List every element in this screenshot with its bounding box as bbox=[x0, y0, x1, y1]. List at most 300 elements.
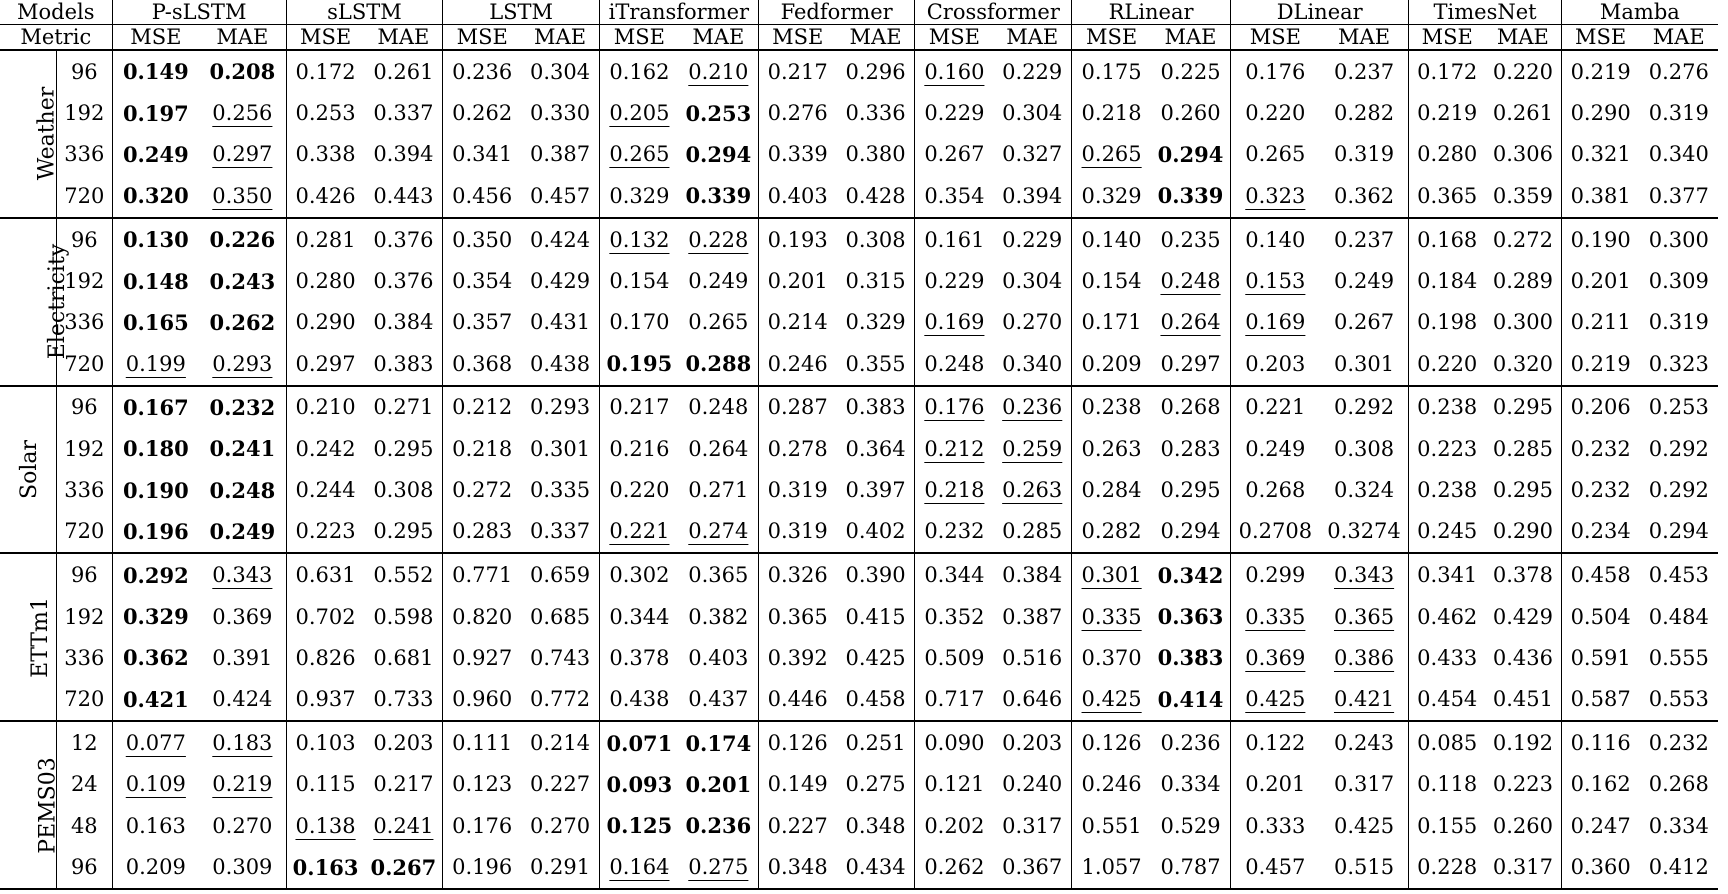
metric-value: 0.294 bbox=[1648, 519, 1709, 544]
metric-value: 0.383 bbox=[1157, 645, 1224, 671]
mae-value bbox=[837, 553, 915, 596]
mae-value bbox=[1320, 93, 1409, 134]
metric-value: 0.241 bbox=[209, 436, 276, 462]
metric-value: 0.227 bbox=[767, 813, 828, 838]
metric-value: 0.299 bbox=[1245, 563, 1306, 588]
table-row bbox=[0, 553, 1718, 596]
mse-value bbox=[915, 134, 993, 175]
mae-value bbox=[1485, 721, 1561, 764]
table-row bbox=[0, 805, 1718, 846]
mae-value bbox=[1320, 343, 1409, 386]
metric-value: 0.301 bbox=[529, 436, 591, 461]
metric-value: 0.458 bbox=[1570, 563, 1631, 588]
metric-value: 0.342 bbox=[1157, 562, 1224, 588]
metric-mae: MAE bbox=[1151, 25, 1230, 51]
metric-value: 0.733 bbox=[373, 687, 434, 712]
metric-value: 0.126 bbox=[767, 731, 828, 755]
metric-mae: MAE bbox=[1320, 25, 1409, 51]
mae-value bbox=[1640, 175, 1718, 218]
metric-mse: MSE bbox=[456, 25, 508, 49]
mse-value bbox=[599, 553, 678, 596]
mae-value bbox=[1485, 343, 1561, 386]
models-label: Models bbox=[0, 0, 112, 25]
mse-value bbox=[599, 343, 678, 386]
mse-value bbox=[286, 637, 364, 678]
mae-value bbox=[1485, 553, 1561, 596]
mse-value bbox=[1409, 302, 1485, 343]
table-row bbox=[0, 386, 1718, 429]
mae-value bbox=[1640, 386, 1718, 429]
metric-value: 0.296 bbox=[845, 59, 906, 84]
metric-value: 0.365 bbox=[688, 563, 749, 588]
metric-value: 0.285 bbox=[1492, 436, 1553, 461]
metric-value: 0.454 bbox=[1417, 687, 1478, 712]
mae-value bbox=[521, 50, 599, 93]
mse-value bbox=[1072, 134, 1151, 175]
dataset-label: Electricity bbox=[45, 243, 71, 360]
mse-value bbox=[1409, 511, 1485, 554]
metric-value: 0.306 bbox=[1492, 142, 1553, 167]
metric-value: 0.292 bbox=[1333, 395, 1395, 420]
model-header-lstm: LSTM bbox=[443, 0, 600, 25]
mae-value bbox=[521, 678, 599, 721]
mse-value bbox=[1072, 428, 1151, 469]
mse-value bbox=[915, 175, 993, 218]
mse-value bbox=[758, 218, 836, 261]
metric-value: 0.221 bbox=[1245, 395, 1306, 420]
mae-value bbox=[1320, 218, 1409, 261]
mae-value bbox=[993, 428, 1071, 469]
metric-value: 0.551 bbox=[1081, 813, 1142, 838]
mae-value bbox=[1640, 343, 1718, 386]
metric-mse: MSE bbox=[772, 25, 824, 49]
mae-value bbox=[679, 553, 758, 596]
metric-value: 0.140 bbox=[1081, 227, 1142, 252]
metric-value: 0.341 bbox=[1417, 563, 1478, 588]
metric-value: 0.214 bbox=[767, 310, 828, 335]
mae-value bbox=[993, 93, 1071, 134]
metric-value: 0.132 bbox=[609, 227, 670, 252]
metric-value: 0.386 bbox=[1333, 645, 1395, 670]
mae-value bbox=[521, 637, 599, 678]
metric-value: 0.348 bbox=[845, 813, 906, 838]
mae-value bbox=[1640, 218, 1718, 261]
mae-value bbox=[1640, 428, 1718, 469]
metric-value: 0.236 bbox=[685, 813, 752, 839]
dataset-cell bbox=[0, 386, 57, 554]
mse-value bbox=[1072, 218, 1151, 261]
metric-value: 0.301 bbox=[1333, 351, 1395, 376]
mse-value bbox=[286, 721, 364, 764]
metric-value: 0.282 bbox=[1081, 519, 1142, 544]
metric-value: 0.238 bbox=[1417, 478, 1478, 503]
metric-value: 0.219 bbox=[1570, 59, 1631, 84]
metric-mae: MAE bbox=[1652, 25, 1705, 49]
metric-value: 0.109 bbox=[125, 772, 186, 797]
metric-value: 0.268 bbox=[1160, 395, 1221, 420]
metric-value: 0.429 bbox=[1492, 604, 1553, 629]
mse-value bbox=[443, 93, 521, 134]
mse-value bbox=[1409, 343, 1485, 386]
mae-value bbox=[1485, 386, 1561, 429]
mse-value bbox=[443, 553, 521, 596]
metric-value: 0.206 bbox=[1570, 395, 1631, 420]
metric-value: 0.365 bbox=[1417, 183, 1478, 208]
horizon-cell: 24 bbox=[57, 764, 113, 805]
metric-value: 0.685 bbox=[529, 604, 591, 629]
metric-value: 0.241 bbox=[373, 813, 434, 838]
metric-value: 0.937 bbox=[295, 687, 356, 712]
mae-value bbox=[364, 469, 442, 510]
mse-value bbox=[1230, 50, 1319, 93]
metric-value: 0.631 bbox=[295, 563, 356, 588]
mae-value bbox=[199, 846, 286, 889]
mse-value bbox=[112, 343, 199, 386]
metric-value: 0.261 bbox=[373, 59, 434, 84]
mae-value bbox=[1320, 721, 1409, 764]
mse-value bbox=[1072, 764, 1151, 805]
mse-value bbox=[1409, 637, 1485, 678]
mae-value bbox=[679, 261, 758, 302]
table-row bbox=[0, 175, 1718, 218]
metric-value: 0.284 bbox=[1081, 478, 1142, 503]
metric-value: 0.348 bbox=[767, 855, 828, 880]
mae-value bbox=[1151, 134, 1230, 175]
horizon-cell: 336 bbox=[57, 134, 113, 175]
metric-value: 0.301 bbox=[1081, 563, 1142, 588]
mse-value bbox=[112, 846, 199, 889]
mae-value bbox=[679, 637, 758, 678]
metric-value: 0.275 bbox=[688, 855, 749, 880]
metric-value: 0.123 bbox=[452, 772, 513, 797]
metric-value: 0.238 bbox=[1081, 395, 1142, 420]
mae-value bbox=[993, 175, 1071, 218]
mse-value bbox=[286, 596, 364, 637]
mse-value bbox=[1072, 469, 1151, 510]
mse-value bbox=[112, 596, 199, 637]
mae-value bbox=[1640, 511, 1718, 554]
mse-value bbox=[1072, 721, 1151, 764]
metric-value: 0.276 bbox=[1648, 59, 1709, 84]
metric-value: 0.262 bbox=[924, 855, 985, 880]
mae-value bbox=[364, 678, 442, 721]
mae-value bbox=[521, 93, 599, 134]
mae-value bbox=[1320, 469, 1409, 510]
mse-value bbox=[112, 50, 199, 93]
mae-value bbox=[199, 764, 286, 805]
mse-value bbox=[286, 428, 364, 469]
mse-value bbox=[286, 805, 364, 846]
metric-value: 0.232 bbox=[1570, 436, 1631, 461]
mae-value bbox=[837, 93, 915, 134]
mse-value bbox=[112, 637, 199, 678]
mae-value bbox=[364, 50, 442, 93]
metric-mae: MAE bbox=[679, 25, 758, 51]
metric-value: 0.265 bbox=[609, 142, 670, 167]
model-header-rlinear: RLinear bbox=[1072, 0, 1231, 25]
metric-value: 0.218 bbox=[1081, 101, 1142, 126]
metric-value: 0.260 bbox=[1492, 813, 1553, 838]
horizon-cell: 96 bbox=[57, 386, 113, 429]
mse-value bbox=[1230, 596, 1319, 637]
metric-mae: MAE bbox=[521, 25, 599, 51]
mae-value bbox=[199, 805, 286, 846]
metric-value: 0.319 bbox=[1648, 101, 1709, 126]
metric-value: 0.357 bbox=[452, 310, 513, 335]
metric-value: 0.350 bbox=[212, 183, 273, 208]
mae-value bbox=[1151, 511, 1230, 554]
mae-value bbox=[521, 302, 599, 343]
mae-value bbox=[837, 846, 915, 889]
mae-value bbox=[364, 302, 442, 343]
metric-value: 0.350 bbox=[452, 227, 513, 252]
mse-value bbox=[112, 93, 199, 134]
metric-value: 0.223 bbox=[1492, 772, 1553, 797]
mse-value bbox=[443, 721, 521, 764]
mae-value bbox=[1320, 553, 1409, 596]
mae-value bbox=[679, 175, 758, 218]
metric-value: 0.360 bbox=[1570, 855, 1631, 880]
mae-value bbox=[199, 50, 286, 93]
metric-value: 0.093 bbox=[606, 771, 673, 797]
mse-value bbox=[758, 721, 836, 764]
mse-value bbox=[915, 93, 993, 134]
mse-value bbox=[599, 261, 678, 302]
mae-value bbox=[837, 637, 915, 678]
metric-value: 0.421 bbox=[122, 686, 189, 712]
dataset-label: Solar bbox=[17, 439, 42, 499]
mae-value bbox=[1151, 261, 1230, 302]
mse-value bbox=[443, 428, 521, 469]
mae-value bbox=[837, 721, 915, 764]
metric-value: 0.382 bbox=[688, 604, 749, 629]
mae-value bbox=[679, 469, 758, 510]
mae-value bbox=[837, 218, 915, 261]
horizon-cell: 96 bbox=[57, 846, 113, 889]
model-header-itransformer: iTransformer bbox=[599, 0, 758, 25]
mse-value bbox=[1072, 343, 1151, 386]
mae-value bbox=[837, 134, 915, 175]
mae-value bbox=[1320, 386, 1409, 429]
mse-value bbox=[758, 764, 836, 805]
mse-value bbox=[1561, 596, 1639, 637]
metric-value: 0.433 bbox=[1417, 645, 1478, 670]
mse-value bbox=[599, 50, 678, 93]
mae-value bbox=[679, 805, 758, 846]
table-row bbox=[0, 678, 1718, 721]
metric-value: 0.391 bbox=[212, 645, 273, 670]
mae-value bbox=[1485, 428, 1561, 469]
mse-value bbox=[1072, 93, 1151, 134]
mae-value bbox=[1151, 175, 1230, 218]
metric-value: 0.272 bbox=[1492, 227, 1553, 252]
metric-value: 0.340 bbox=[1648, 142, 1709, 167]
mse-value bbox=[1561, 343, 1639, 386]
mae-value bbox=[521, 846, 599, 889]
mse-value bbox=[443, 218, 521, 261]
metric-value: 0.364 bbox=[845, 436, 906, 461]
mse-value bbox=[112, 428, 199, 469]
metric-value: 0.403 bbox=[767, 183, 828, 208]
metric-value: 0.201 bbox=[767, 269, 828, 294]
metric-value: 0.190 bbox=[122, 477, 189, 503]
mse-value bbox=[1230, 93, 1319, 134]
mse-value bbox=[112, 678, 199, 721]
metric-value: 0.294 bbox=[1160, 519, 1221, 544]
metric-value: 0.446 bbox=[767, 687, 828, 712]
metric-value: 0.295 bbox=[1160, 478, 1221, 503]
mae-value bbox=[1640, 469, 1718, 510]
mae-value bbox=[1485, 637, 1561, 678]
metric-value: 0.302 bbox=[609, 563, 670, 588]
mae-value bbox=[364, 721, 442, 764]
mse-value bbox=[1072, 302, 1151, 343]
mse-value bbox=[286, 261, 364, 302]
mse-value bbox=[1409, 721, 1485, 764]
mse-value bbox=[599, 218, 678, 261]
mse-value bbox=[915, 805, 993, 846]
metric-value: 0.289 bbox=[1492, 269, 1553, 294]
metric-value: 0.717 bbox=[924, 687, 985, 712]
metric-mse: MSE bbox=[1085, 25, 1138, 49]
horizon-cell: 96 bbox=[57, 50, 113, 93]
metric-value: 0.378 bbox=[1492, 563, 1553, 588]
metric-value: 0.227 bbox=[529, 772, 591, 797]
metric-value: 0.236 bbox=[1160, 731, 1221, 755]
table-row bbox=[0, 511, 1718, 554]
metric-value: 0.291 bbox=[529, 855, 591, 880]
mae-value bbox=[1485, 511, 1561, 554]
table-row bbox=[0, 469, 1718, 510]
mae-value bbox=[364, 134, 442, 175]
metric-value: 0.377 bbox=[1648, 183, 1709, 208]
mse-value bbox=[286, 302, 364, 343]
mae-value bbox=[1320, 764, 1409, 805]
metric-value: 0.319 bbox=[1333, 142, 1395, 167]
models-header-row bbox=[0, 0, 1718, 25]
metric-value: 0.329 bbox=[1081, 183, 1142, 208]
mse-value bbox=[915, 721, 993, 764]
mse-value bbox=[758, 428, 836, 469]
mae-value bbox=[364, 805, 442, 846]
mae-value bbox=[993, 596, 1071, 637]
mse-value bbox=[758, 805, 836, 846]
mse-value bbox=[286, 175, 364, 218]
mae-value bbox=[1320, 596, 1409, 637]
mae-value bbox=[837, 469, 915, 510]
mae-value bbox=[1320, 261, 1409, 302]
mae-value bbox=[364, 175, 442, 218]
metric-value: 0.317 bbox=[1492, 855, 1553, 880]
metric-value: 0.367 bbox=[1002, 855, 1063, 880]
mse-value bbox=[1072, 846, 1151, 889]
mae-value bbox=[1151, 93, 1230, 134]
metric-value: 0.343 bbox=[1333, 563, 1395, 588]
horizon-cell: 192 bbox=[57, 93, 113, 134]
mse-value bbox=[915, 261, 993, 302]
mae-value bbox=[993, 553, 1071, 596]
mae-value bbox=[1485, 469, 1561, 510]
metric-value: 0.192 bbox=[1492, 731, 1553, 755]
metric-value: 0.172 bbox=[1417, 59, 1478, 84]
metric-value: 0.456 bbox=[452, 183, 513, 208]
mae-value bbox=[199, 469, 286, 510]
mae-value bbox=[837, 511, 915, 554]
metric-value: 0.271 bbox=[688, 478, 749, 503]
mae-value bbox=[364, 93, 442, 134]
mse-value bbox=[1409, 469, 1485, 510]
mse-value bbox=[1409, 134, 1485, 175]
mae-value bbox=[837, 175, 915, 218]
mse-value bbox=[112, 469, 199, 510]
metric-value: 0.384 bbox=[373, 310, 434, 335]
metric-value: 0.175 bbox=[1081, 59, 1142, 84]
metric-value: 0.232 bbox=[209, 394, 276, 420]
mse-value bbox=[112, 386, 199, 429]
mse-value bbox=[915, 50, 993, 93]
metric-mae: MAE bbox=[993, 25, 1071, 51]
mae-value bbox=[199, 93, 286, 134]
results-body bbox=[0, 50, 1718, 889]
mae-value bbox=[1151, 386, 1230, 429]
mae-value bbox=[521, 428, 599, 469]
metric-value: 0.214 bbox=[529, 731, 591, 755]
mae-value bbox=[199, 386, 286, 429]
mae-value bbox=[1151, 553, 1230, 596]
metric-value: 0.387 bbox=[1002, 604, 1063, 629]
metric-value: 0.234 bbox=[1570, 519, 1631, 544]
metric-value: 0.256 bbox=[212, 101, 273, 126]
horizon-cell: 336 bbox=[57, 302, 113, 343]
metric-value: 0.304 bbox=[1002, 101, 1063, 126]
metric-value: 0.3274 bbox=[1327, 519, 1401, 544]
mse-value bbox=[443, 134, 521, 175]
dataset-label: ETTm1 bbox=[27, 596, 53, 678]
metric-value: 0.154 bbox=[609, 269, 670, 294]
metric-value: 0.140 bbox=[1245, 227, 1306, 252]
metric-value: 0.341 bbox=[452, 142, 513, 167]
mae-value bbox=[1320, 134, 1409, 175]
metric-value: 0.223 bbox=[1417, 436, 1478, 461]
mse-value bbox=[443, 386, 521, 429]
mae-value bbox=[1485, 50, 1561, 93]
metric-value: 0.153 bbox=[1245, 269, 1306, 294]
mae-value bbox=[1640, 764, 1718, 805]
metric-mse: MSE bbox=[130, 25, 182, 49]
table-row bbox=[0, 846, 1718, 889]
metric-value: 0.591 bbox=[1570, 645, 1631, 670]
metric-value: 0.369 bbox=[212, 604, 273, 629]
metric-value: 0.300 bbox=[1648, 227, 1709, 252]
mse-value bbox=[599, 846, 678, 889]
metric-value: 0.220 bbox=[1417, 351, 1478, 376]
metric-value: 0.365 bbox=[767, 604, 828, 629]
metric-value: 0.122 bbox=[1245, 731, 1306, 755]
metric-value: 0.262 bbox=[452, 101, 513, 126]
mse-value bbox=[1230, 678, 1319, 721]
horizon-cell: 192 bbox=[57, 596, 113, 637]
metric-value: 0.225 bbox=[1160, 59, 1221, 84]
mae-value bbox=[199, 596, 286, 637]
metric-value: 0.247 bbox=[1570, 813, 1631, 838]
metric-value: 0.169 bbox=[924, 310, 985, 335]
mae-value bbox=[1151, 721, 1230, 764]
metric-value: 0.242 bbox=[295, 436, 356, 461]
metric-value: 0.176 bbox=[452, 813, 513, 838]
mse-value bbox=[1230, 846, 1319, 889]
mse-value bbox=[1409, 805, 1485, 846]
metric-value: 0.378 bbox=[609, 645, 670, 670]
